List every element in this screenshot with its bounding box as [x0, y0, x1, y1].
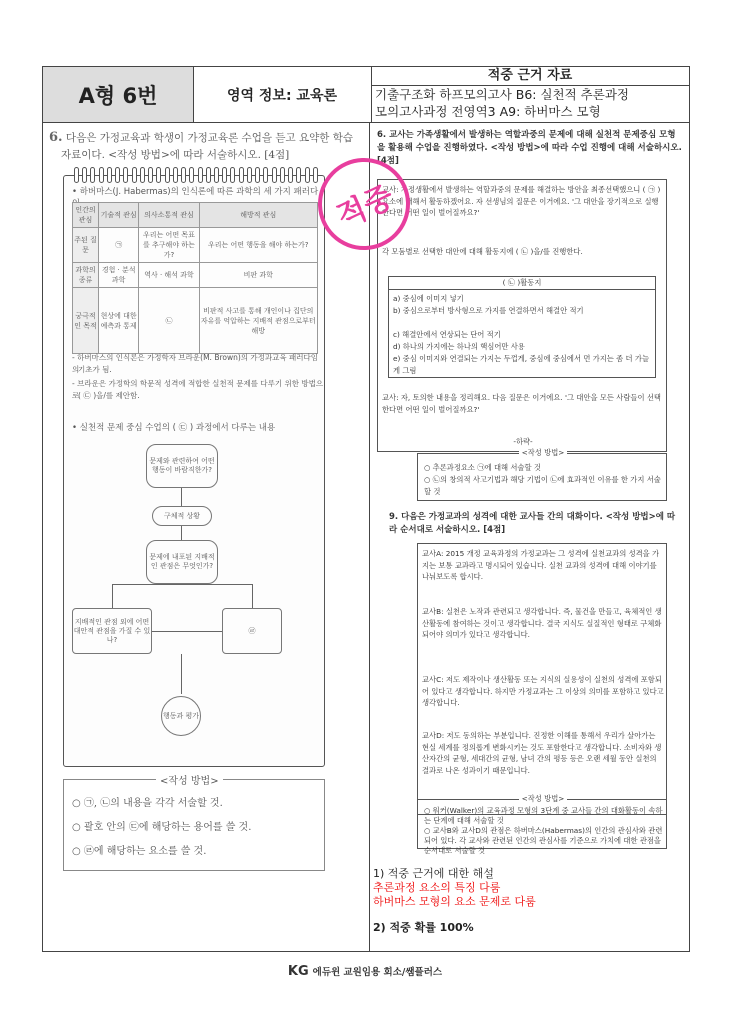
table-cell: 우리는 어떤 행동을 해야 하는가? [199, 228, 317, 263]
method-box-1 [417, 448, 667, 501]
flow-box: 구체적 상황 [152, 506, 212, 526]
flow-title: • 실천적 문제 중심 수업의 ( ㉢ ) 과정에서 다루는 내용 [72, 423, 276, 433]
kg-logo-icon: KG [287, 964, 309, 979]
table-cell: 궁극적인 목적 [73, 288, 99, 354]
method-box-2 [417, 794, 667, 855]
table-row [73, 263, 318, 288]
note-text: 기초가 됨. [78, 365, 112, 374]
talk-item: 교사A: 2015 개정 교육과정의 가정교과는 그 성격에 실천교과의 성격을 가지는 보통 교과라고 명시되어 있습니다. 실천 교과의 성격에 대해 이야기를 나눠보도록 합시다. [422, 549, 660, 581]
method-item: ○ ㉣에 해당하는 요소를 쓸 것. [72, 846, 207, 857]
ellipsis-text: -하략- [513, 437, 533, 446]
dialog-text: 교사: 가정생활에서 발생하는 역할과중의 문제를 해결하는 방안을 최종선택했으니 ( ㉠ ) 요소에 대해서 활동하겠어요. 자 선생님의 질문은 이거에요. '그 대안을 장기적으로 실행한다면 어떤 일이 벌어질까요?' [382, 185, 661, 217]
table-cell: ㉠ [99, 228, 139, 263]
flow-arrow [112, 584, 113, 608]
table-cell: 경험 · 분석 과학 [99, 263, 139, 288]
table-header: 인간의 관심 [73, 203, 99, 228]
right-question-9: 9. 다음은 가정교과의 성격에 대한 교사들 간의 대화이다. <작성 방법>에 따라 순서대로 서술하시오. [4점] [389, 512, 676, 535]
method-item: ○ ㉠, ㉡의 내용을 각각 서술할 것. [72, 798, 223, 809]
method-title: <작성 방법> [519, 794, 568, 803]
activity-sheet-title: ( ㉡ )활동지 [389, 277, 655, 290]
type-label: A형 6번 [43, 67, 194, 122]
flow-box: 문제에 내포된 지배적인 관점은 무엇인가? [146, 540, 218, 584]
method-box [63, 776, 325, 871]
explanation-heading: 1) 적중 근거에 대한 해설 [373, 867, 494, 880]
method-title: <작성 방법> [156, 772, 223, 787]
explanation-line: 추론과정 요소의 특징 다룸 [373, 881, 501, 894]
flow-arrow [252, 584, 253, 608]
sheet-item: b) 중심으로부터 방사형으로 가지를 연결하면서 해결안 적기 [393, 306, 584, 315]
evidence-line: 모의고사과정 전영역3 A9: 하버마스 모형 [375, 104, 601, 119]
sheet-item: d) 하나의 가지에는 하나의 핵심어만 사용 [393, 342, 525, 351]
sheet-item: c) 해결안에서 연상되는 단어 적기 [393, 330, 501, 339]
flow-arrow [181, 488, 182, 506]
talk-box [417, 543, 667, 815]
note-text: ( ㉢ )을/를 제안함. [78, 391, 140, 400]
flow-box: 지배적인 관점 외에 어떤 대안적 관점을 가질 수 있나? [72, 608, 152, 654]
talk-item: 교사D: 저도 동의하는 부분입니다. 진정한 이해를 통해서 우리가 살아가는 현실 세계를 정의롭게 변화시키는 것도 포함한다고 생각합니다. 소비자와 생산자간의 균형, 세대간의 균형, 남녀 간의 평등 등은 오랜 세월 동안 실천의 결과로 나온 성과이기 때문입니다. [422, 731, 662, 775]
table-header: 의사소통적 관심 [139, 203, 199, 228]
footer-text: 에듀윈 교원임용 회소/쌤플러스 [312, 967, 443, 978]
table-cell: 주된 질문 [73, 228, 99, 263]
talk-item: 교사B: 실천은 노작과 관련되고 생각합니다. 즉, 물건을 만들고, 육체적인 생산활동에 참여하는 것이고 생각합니다. 결국 지식도 실질적인 형태로 구체화되어야 의미가 있다고 생각합니다. [422, 607, 662, 639]
dialog-text: 각 모둠별로 선택한 대안에 대해 활동지에 ( ㉡ )을/를 진행한다. [382, 247, 583, 256]
method-item: ○ ㉡의 창의적 사고기법과 해당 기법이 ㉡에 효과적인 이유를 한 가지 서술할 것 [424, 475, 661, 496]
dialog-box [377, 179, 667, 452]
flow-arrow [112, 584, 252, 585]
dialog-text: 교사: 자, 토의한 내용을 정리해요. 다음 질문은 이거에요. '그 대안을 모든 사람들이 선택한다면 어떤 일이 벌어질까요?' [382, 393, 661, 414]
flow-box: ㉣ [222, 608, 282, 654]
table-header: 기술적 관심 [99, 203, 139, 228]
table-cell: 역사 · 해석 과학 [139, 263, 199, 288]
explanation-line: 하버마스 모형의 요소 문제로 다룸 [373, 895, 536, 908]
evidence-cell [371, 67, 689, 122]
method-item: ○ 추론과정요소 ㉠에 대해 서술할 것 [424, 463, 541, 472]
spiral-rings-icon [74, 167, 318, 183]
question-number: 6. [49, 130, 63, 145]
table-cell: 비판적 사고를 통해 개인이나 집단의 자유를 억압하는 지배적 관점으로부터 해방 [199, 288, 317, 354]
sheet-item: e) 중심 이미지와 연결되는 가지는 두껍게, 중심에 중심에서 먼 가지는 좀 더 가늘게 그림 [393, 354, 649, 375]
table-cell: ㉡ [139, 288, 199, 354]
habermas-table [72, 202, 318, 354]
talk-item: 교사C: 저도 제작이나 생산활동 또는 지식의 실용성이 실천의 성격에 포함되어 있다고 생각합니다. 하지만 가정교과는 그 이상의 의미를 포함하고 있다고 생각합니다. [422, 675, 664, 707]
table-cell: 현상에 대한 예측과 통제 [99, 288, 139, 354]
exam-question [49, 129, 361, 164]
table-row [73, 288, 318, 354]
evidence-title: 적중 근거 자료 [371, 67, 689, 86]
method-item: ○ 괄호 안의 ㉢에 해당하는 용어를 쓸 것. [72, 822, 252, 833]
area-info: 영역 정보: 교육론 [193, 67, 372, 122]
intro-text: • 하버마스(J. Habermas)의 인식론에 따른 과학의 세 가지 패러다 [72, 187, 319, 197]
question-text: 자료이다. <작성 방법>에 따라 서술하시오. [4점] [61, 149, 290, 161]
method-item: ○ 워커(Walker)의 교육과정 모형의 3단계 중 교사들 간의 대화활동이 속하는 단계에 대해 서술할 것 [424, 806, 663, 825]
sheet-item: a) 중심에 이미지 넣기 [393, 294, 464, 303]
activity-sheet [388, 276, 656, 378]
note-text: - 브라운은 가정학의 학문적 성격에 적합한 실천적 문제를 다루기 위한 방법으로 [72, 379, 324, 400]
table-header: 해방적 관심 [199, 203, 317, 228]
table-row [73, 228, 318, 263]
footer [0, 964, 730, 979]
flow-arrow [181, 654, 182, 694]
table-cell: 과학의 종류 [73, 263, 99, 288]
flow-arrow [181, 526, 182, 540]
note-text: - 하버마스의 인식론은 가정학자 브라운(M. Brown)의 가정과교육 패러다임의 [72, 353, 319, 374]
header-row [43, 67, 689, 123]
table-header-row [73, 203, 318, 228]
stamp-text: 적중 [331, 179, 400, 235]
table-cell: 비판 과학 [199, 263, 317, 288]
right-question-6: 6. 교사는 가족생활에서 발생하는 역할과중의 문제에 대해 실천적 문제중심 모형을 활용해 수업을 진행하였다. <작성 방법>에 따라 수업 진행에 대해 서술하시오.[4점] [377, 130, 682, 166]
evidence-line: 기출구조화 하프모의고사 B6: 실천적 추론과정 [375, 87, 629, 102]
question-text: 다음은 가정교육과 학생이 가정교육론 수업을 듣고 요약한 학습 [65, 132, 354, 144]
notebook-panel [63, 175, 325, 767]
probability-text: 2) 적중 확률 100% [373, 921, 474, 934]
method-title: <작성 방법> [519, 448, 568, 457]
method-item: ○ 교사B와 교사D의 관점은 하버마스(Habermas)의 인간의 관심사와 관련되어 있다. 각 교사와 관련된 인간의 관심사를 기준으로 가치에 대한 관점을 순서대로 서술할 것 [424, 826, 663, 855]
flow-box: 문제와 관련하여 어떤 행동이 바람직한가? [146, 444, 218, 488]
flow-arrow [152, 631, 222, 632]
flow-box: 행동과 평가 [161, 696, 201, 736]
table-cell: 우리는 어떤 목표를 추구해야 하는가? [139, 228, 199, 263]
